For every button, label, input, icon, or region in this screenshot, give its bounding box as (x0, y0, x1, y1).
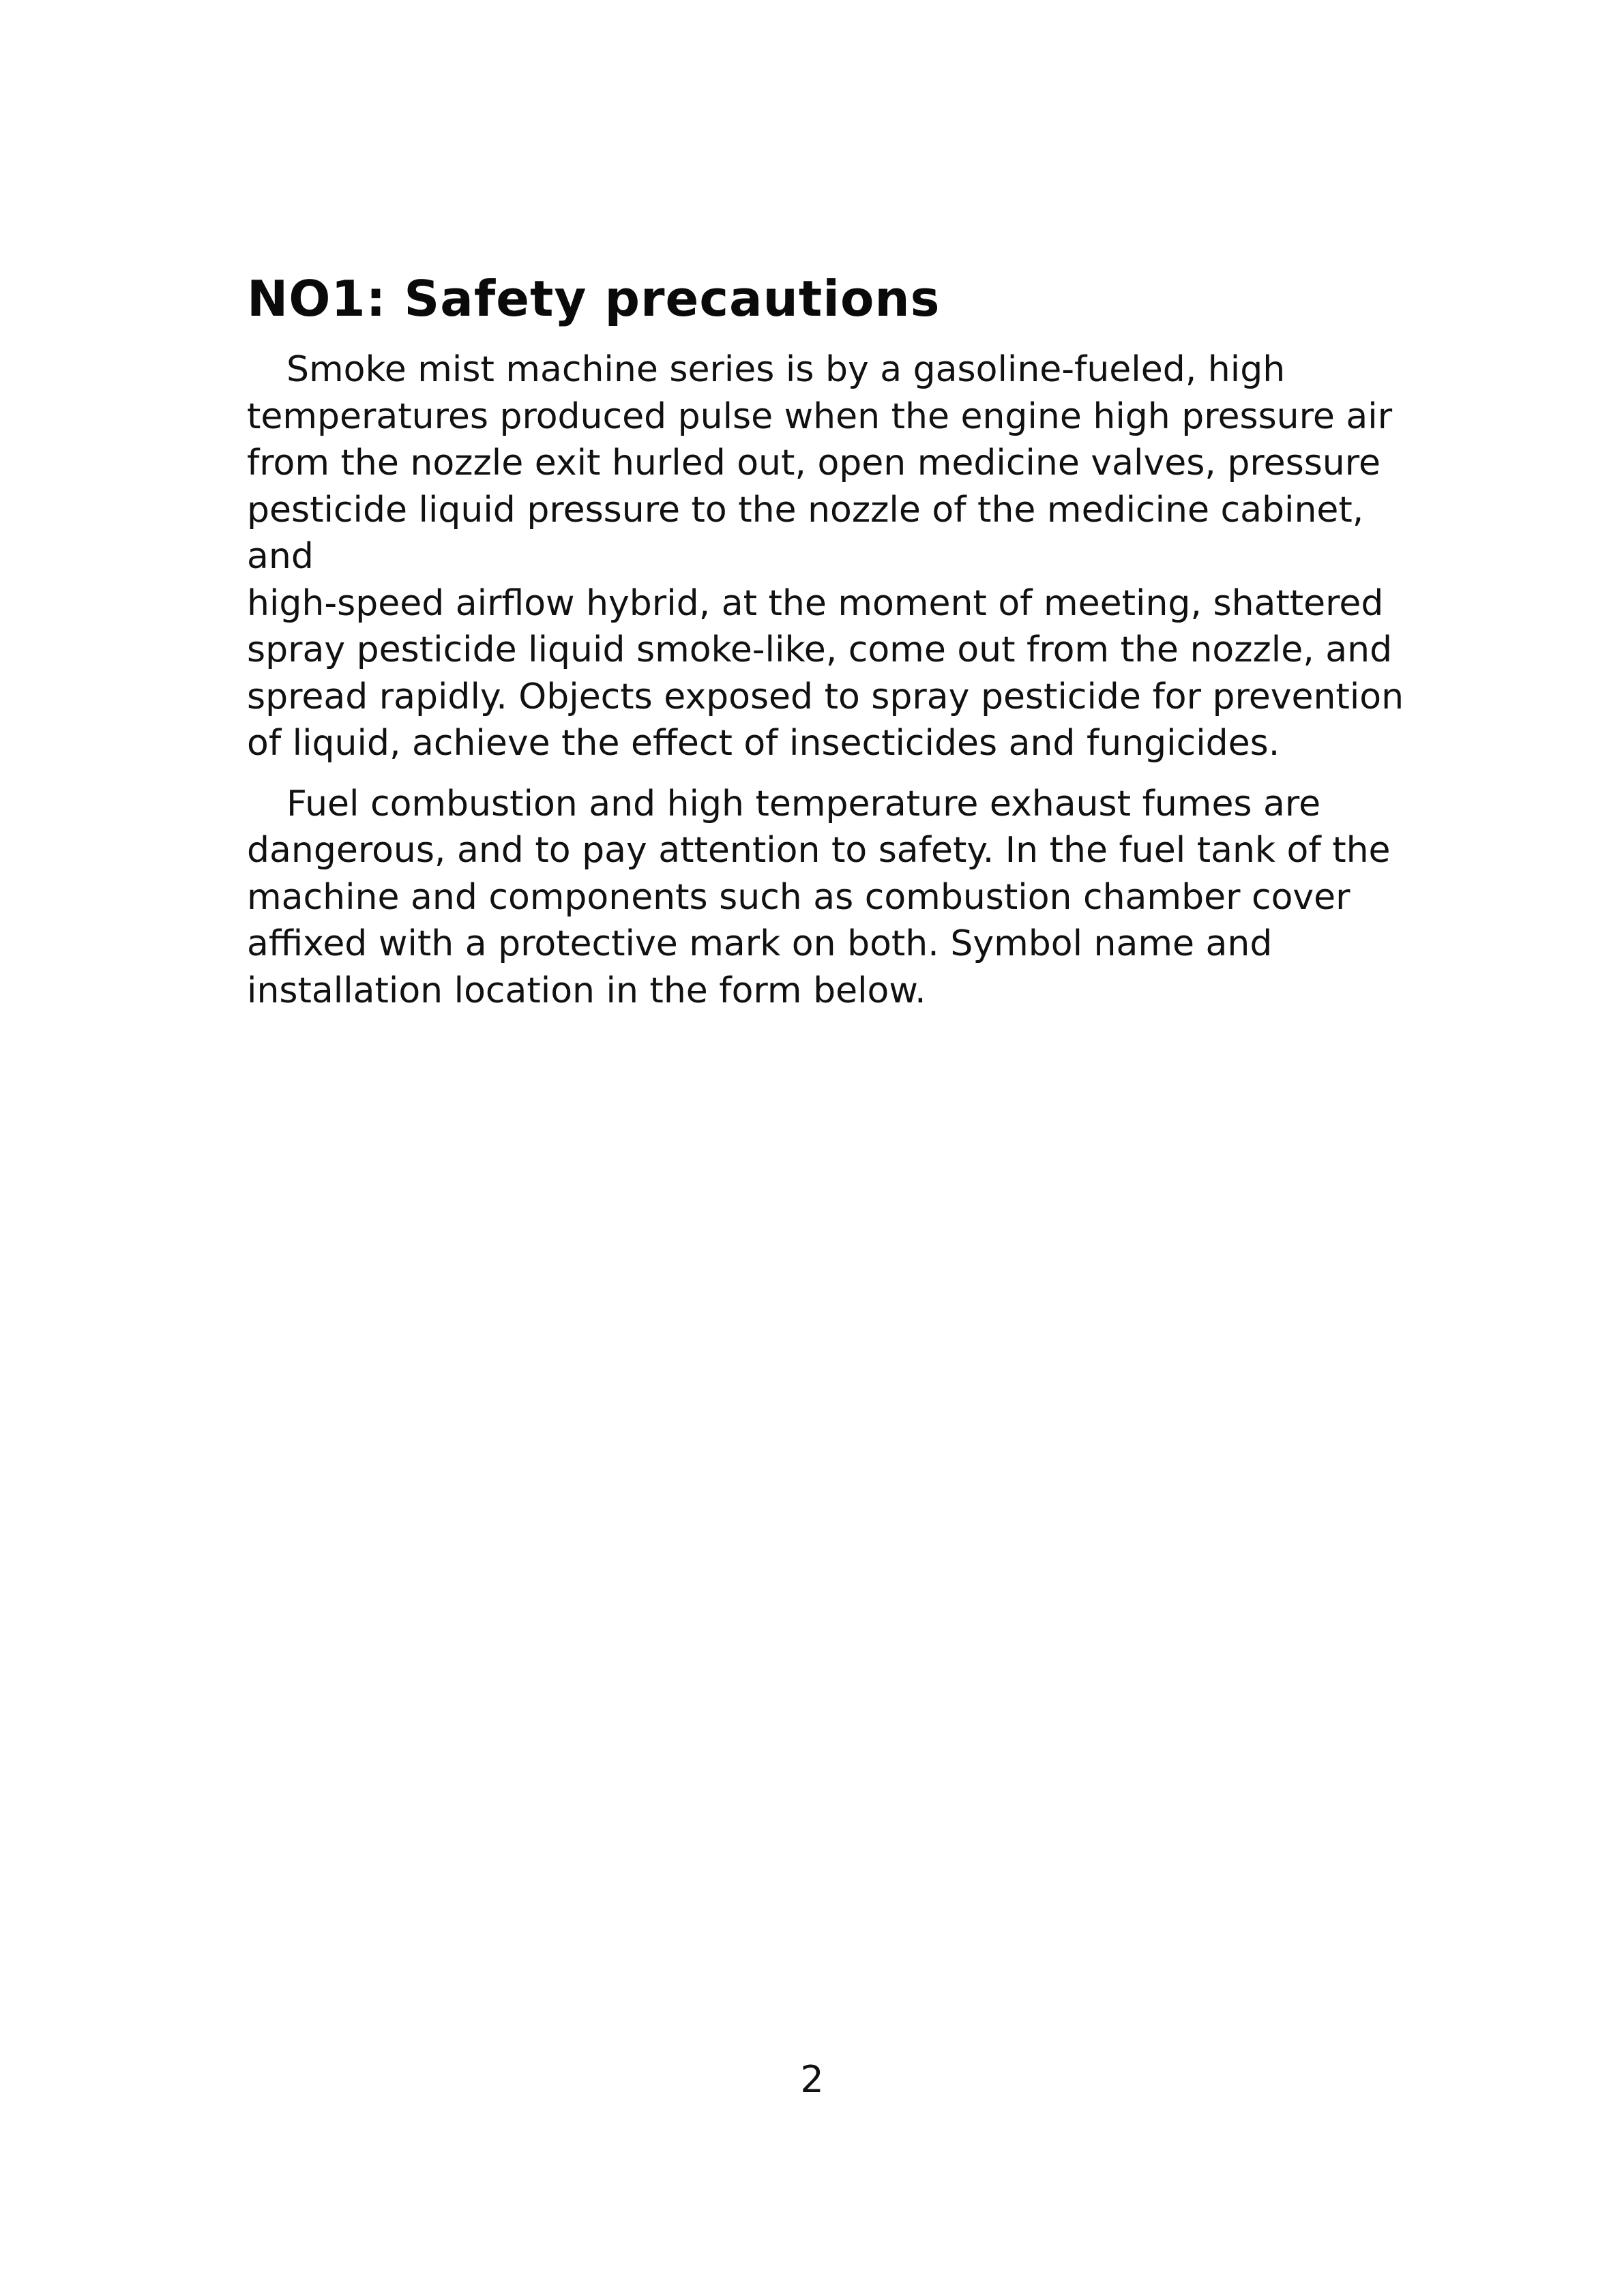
paragraph-intro (247, 346, 1406, 767)
paragraph-line: from the nozzle exit hurled out, open medicine valves, pressure (247, 443, 1381, 483)
paragraph-line: high-speed airflow hybrid, at the moment of meeting, shattered (247, 582, 1384, 624)
paragraph-line: pesticide liquid pressure to the nozzle of the medicine cabinet, and (247, 489, 1364, 577)
paragraph-line: temperatures produced pulse when the engine high pressure air (247, 396, 1393, 437)
section-title: NO1: Safety precautions (247, 270, 941, 327)
paragraph-line: spray pesticide liquid smoke-like, come out from the nozzle, and (247, 629, 1393, 670)
paragraph-line: spread rapidly. Objects exposed to spray pesticide for prevention (247, 676, 1404, 717)
page-content (247, 265, 1406, 1014)
paragraph-line: Fuel combustion and high temperature exhaust fumes are (286, 783, 1321, 824)
paragraph-line: machine and components such as combustion chamber cover (247, 876, 1350, 918)
paragraph-line: Smoke mist machine series is by a gasoline-fueled, high (286, 349, 1286, 390)
paragraph-line: installation location in the form below. (247, 970, 926, 1011)
paragraph-line: of liquid, achieve the effect of insecticides and fungicides. (247, 723, 1280, 764)
page-number: 2 (800, 2058, 824, 2101)
paragraph-safety (247, 781, 1406, 1015)
paragraph-line: affixed with a protective mark on both. Symbol name and (247, 923, 1273, 964)
paragraph-line: dangerous, and to pay attention to safety. In the fuel tank of the (247, 830, 1391, 871)
